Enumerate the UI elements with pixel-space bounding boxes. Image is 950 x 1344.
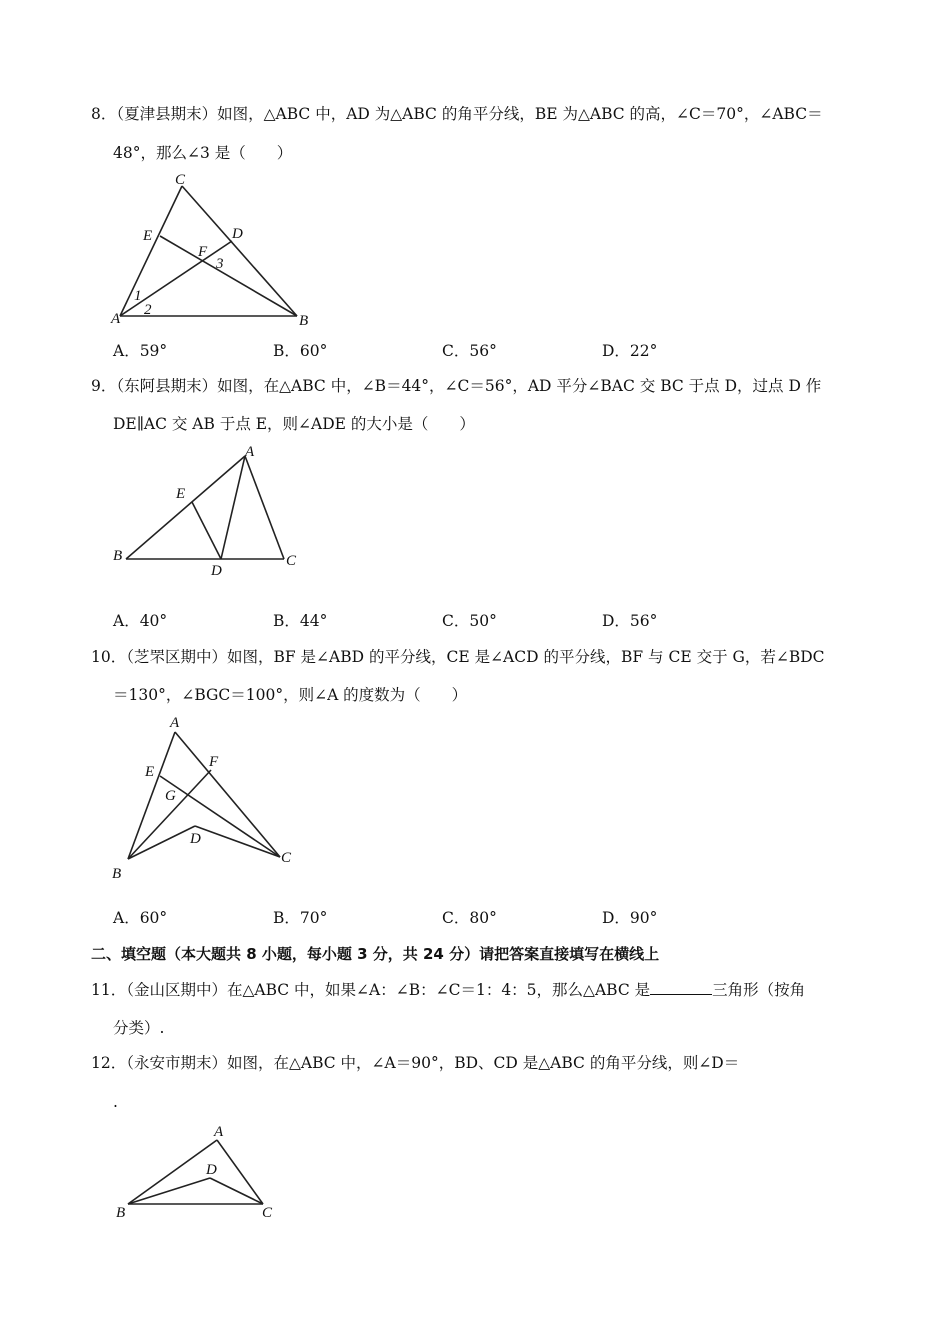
q9-label-d: D [211,563,222,579]
q9-option-d[interactable]: D．56° [602,612,658,630]
q9-text-line1: 9．（东阿县期末）如图，在△ABC 中，∠B＝44°，∠C＝56°，AD 平分∠BAC 交 BC 于点 D，过点 D 作 [91,377,822,395]
q8-label-e: E [143,228,153,244]
q9-label-b: B [113,548,123,564]
q9-text-line2: DE∥AC 交 AB 于点 E，则∠ADE 的大小是（ ） [113,415,475,433]
q10-label-f: F [209,754,219,770]
q9-label-a: A [245,444,255,460]
q10-label-d: D [190,831,201,847]
q10-triangle-figure [108,712,308,882]
q12-label-d: D [206,1162,217,1178]
q9-label-c: C [286,553,297,569]
q10-text-line2: ＝130°，∠BGC＝100°，则∠A 的度数为（ ） [113,686,468,704]
q10-segment-ce [160,776,280,857]
q10-label-a: A [170,715,180,731]
q9-option-b[interactable]: B．44° [273,612,328,630]
q12-segment-bd [128,1178,210,1204]
q11-text-part-a: 11．（金山区期中）在△ABC 中，如果∠A：∠B：∠C＝1：4：5，那么△ABC 是 [91,981,651,999]
q9-segment-ad [221,456,245,559]
q8-label-d: D [232,226,243,242]
q10-option-b[interactable]: B．70° [273,909,328,927]
q8-label-3: 3 [216,256,224,272]
q8-label-c: C [175,172,186,188]
q8-option-d[interactable]: D．22° [602,342,658,360]
q12-triangle-figure [108,1120,308,1230]
q9-option-c[interactable]: C．50° [442,612,497,630]
q8-side-ac [120,186,182,316]
q11-text-line1 [91,980,805,1000]
q12-text-line1: 12．（永安市期末）如图，在△ABC 中，∠A＝90°，BD、CD 是△ABC 的角平分线，则∠D＝ [91,1054,740,1072]
q9-segment-de [192,502,221,559]
q11-answer-blank[interactable] [650,980,712,995]
q8-label-a: A [111,311,121,327]
q8-label-2: 2 [144,302,152,318]
q12-side-ac [217,1140,263,1204]
q9-triangle-figure [108,440,328,580]
q8-label-b: B [299,313,309,329]
q9-side-ac [245,456,284,559]
q10-option-d[interactable]: D．90° [602,909,658,927]
section2-heading: 二、填空题（本大题共 8 小题，每小题 3 分，共 24 分）请把答案直接填写在横线上 [91,945,660,963]
q12-label-c: C [262,1205,273,1221]
q9-label-e: E [176,486,186,502]
q10-label-c: C [281,850,292,866]
q8-text-line2: 48°，那么∠3 是（ ） [113,144,293,162]
q8-segment-ad [120,241,232,316]
q11-text-line2: 分类）. [113,1019,165,1037]
q8-option-b[interactable]: B．60° [273,342,328,360]
q12-label-b: B [116,1205,126,1221]
q10-option-a[interactable]: A．60° [113,909,168,927]
q8-text-line1: 8．（夏津县期末）如图，△ABC 中，AD 为△ABC 的角平分线，BE 为△ABC 的高，∠C＝70°，∠ABC＝ [91,105,823,123]
q8-label-1: 1 [134,288,142,304]
q10-label-e: E [145,764,155,780]
q10-label-b: B [112,866,122,882]
q8-option-c[interactable]: C．56° [442,342,497,360]
q8-label-f: F [198,244,208,260]
q11-text-part-b: 三角形（按角 [712,981,806,999]
q8-option-a[interactable]: A．59° [113,342,168,360]
q12-label-a: A [214,1124,224,1140]
q9-side-ab [126,456,245,559]
q12-side-ab [128,1140,217,1204]
q12-segment-dc [210,1178,263,1204]
q12-text-line2: . [113,1093,118,1111]
q9-option-a[interactable]: A．40° [113,612,168,630]
q10-option-c[interactable]: C．80° [442,909,497,927]
q8-triangle-figure [105,168,335,338]
q10-label-g: G [165,788,176,804]
q10-text-line1: 10．（芝罘区期中）如图，BF 是∠ABD 的平分线，CE 是∠ACD 的平分线，BF 与 CE 交于 G，若∠BDC [91,648,825,666]
